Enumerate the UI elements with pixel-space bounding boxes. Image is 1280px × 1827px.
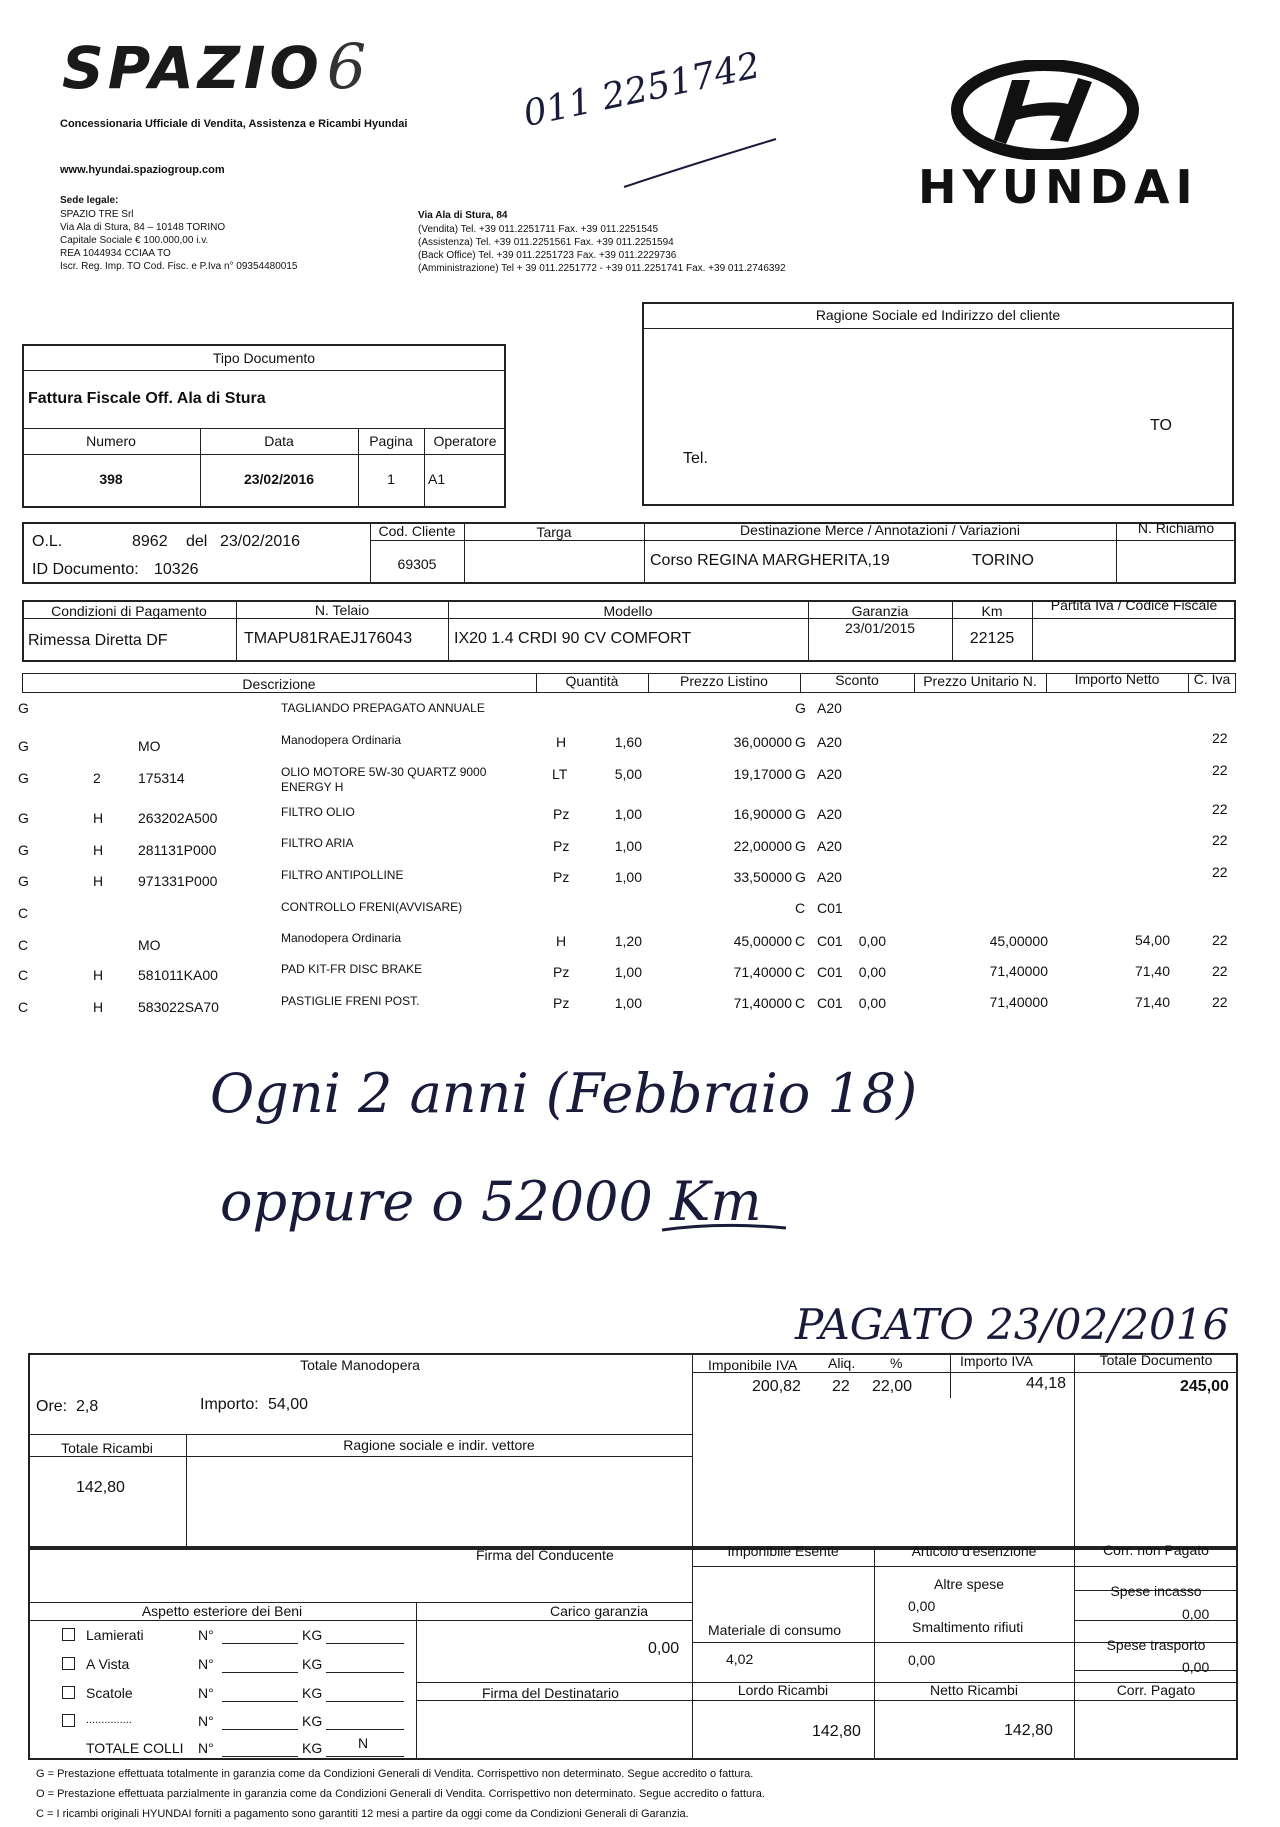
client-province: TO: [1150, 417, 1172, 434]
contact-line: (Back Office) Tel. +39 011.2251723 Fax. +39 011.2229736: [418, 250, 677, 261]
line-qty: 1,60: [614, 734, 642, 750]
dealer-legal-block: [60, 208, 297, 273]
hyundai-brand: HYUNDAI: [918, 160, 1199, 214]
line-desc: Manodopera Ordinaria: [281, 733, 402, 747]
telaio-label: N. Telaio: [314, 602, 370, 618]
legal-line: REA 1044934 CCIAA TO: [60, 248, 171, 259]
line-code: MO: [138, 937, 161, 953]
doc-data-label: Data: [264, 433, 294, 449]
line-g: C: [795, 900, 806, 916]
line-flag: H: [93, 810, 104, 826]
destinazione-street: Corso REGINA MARGHERITA,19: [650, 552, 890, 569]
line-price: 16,90000: [733, 806, 792, 822]
totale-colli-n: N: [358, 1735, 369, 1751]
line-desc: PASTIGLIE FRENI POST.: [281, 994, 420, 1008]
line-g: G: [795, 766, 806, 782]
line-unit: 71,40000: [989, 963, 1048, 979]
dealer-logo-text: SPAZIO: [62, 34, 323, 102]
contact-line: (Amministrazione) Tel + 39 011.2251772 - +39 011.2251741 Fax. +39 011.2746392: [418, 263, 786, 274]
line-type: G: [18, 873, 29, 889]
line-um: Pz: [553, 869, 570, 885]
importo-label: Importo:: [200, 1396, 259, 1413]
dealer-contact-block: [418, 223, 786, 275]
line-price: 71,40000: [733, 995, 792, 1011]
dealer-logo: [62, 30, 366, 103]
carico: 0,00: [648, 1640, 680, 1657]
footnote-line: C = I ricambi originali HYUNDAI forniti a pagamento sono garantiti 12 mesi a partire da oggi come da Condizioni Generali di Garanzia.: [36, 1808, 689, 1820]
imponibile-label: Imponibile IVA: [708, 1357, 798, 1373]
line-um: Pz: [553, 995, 570, 1011]
col-prezzo-listino: Prezzo Listino: [680, 673, 768, 689]
line-desc: FILTRO ANTIPOLLINE: [281, 868, 404, 882]
line-desc: FILTRO ARIA: [281, 836, 354, 850]
line-net: 54,00: [1134, 932, 1170, 948]
lordo: 142,80: [812, 1723, 861, 1740]
line-desc: TAGLIANDO PREPAGATO ANNUALE: [281, 701, 485, 715]
manodopera-label: Totale Manodopera: [300, 1357, 420, 1373]
line-cod: A20: [817, 806, 842, 822]
cod-cliente-label: Cod. Cliente: [378, 523, 456, 539]
corr-pagato-label: Corr. Pagato: [1116, 1682, 1196, 1698]
contact-line: (Assistenza) Tel. +39 011.2251561 Fax. +39 011.2251594: [418, 237, 674, 248]
line-type: G: [18, 770, 29, 786]
ricambi: 142,80: [76, 1479, 125, 1496]
line-qty: 5,00: [614, 766, 642, 782]
totale-doc: 245,00: [1180, 1378, 1229, 1395]
goods-label: Lamierati: [86, 1627, 144, 1643]
line-type: C: [18, 905, 29, 921]
line-um: LT: [552, 766, 568, 782]
col-quantita: Quantità: [565, 673, 619, 689]
importo: 54,00: [268, 1396, 309, 1413]
line-price: 36,00000: [733, 734, 792, 750]
doc-numero: 398: [99, 471, 123, 487]
line-desc-2: ENERGY H: [281, 780, 344, 794]
line-flag: H: [93, 967, 104, 983]
importo-iva: 44,18: [1026, 1375, 1067, 1392]
materiale: 4,02: [726, 1651, 754, 1667]
line-g: C: [795, 995, 806, 1011]
line-desc: FILTRO OLIO: [281, 805, 355, 819]
materiale-label: Materiale di consumo: [708, 1622, 842, 1638]
line-type: G: [18, 842, 29, 858]
totale-doc-label: Totale Documento: [1099, 1352, 1213, 1368]
line-code: 581011KA00: [138, 967, 218, 983]
handwritten-underline: [620, 135, 780, 195]
line-cod: C01: [817, 900, 843, 916]
id-doc-value: 10326: [154, 561, 199, 578]
legal-line: Via Ala di Stura, 84 – 10148 TORINO: [60, 222, 226, 233]
ol-label: O.L.: [32, 533, 63, 550]
line-type: C: [18, 999, 29, 1015]
carico-label: Carico garanzia: [550, 1603, 649, 1619]
destinazione-city: TORINO: [972, 552, 1034, 569]
line-flag: H: [93, 873, 104, 889]
line-um: Pz: [553, 838, 570, 854]
line-g: G: [795, 869, 806, 885]
n-label: N°: [198, 1740, 214, 1756]
line-iva: 22: [1212, 932, 1228, 948]
id-doc-label: ID Documento:: [32, 561, 139, 578]
n-label: N°: [198, 1656, 214, 1672]
smaltimento: 0,00: [908, 1652, 936, 1668]
scatole-checkbox[interactable]: [62, 1686, 75, 1699]
spese-trasporto-label: Spese trasporto: [1106, 1637, 1206, 1653]
line-net: 71,40: [1134, 963, 1170, 979]
col-importo-netto: Importo Netto: [1074, 671, 1160, 687]
altre-spese-label: Altre spese: [934, 1576, 1005, 1592]
destinazione-label: Destinazione Merce / Annotazioni / Variazioni: [740, 522, 1020, 538]
smaltimento-label: Smaltimento rifiuti: [912, 1619, 1024, 1635]
netto: 142,80: [1004, 1722, 1053, 1739]
line-price: 22,00000: [733, 838, 792, 854]
totale-colli-label: TOTALE COLLI: [86, 1740, 184, 1756]
dealer-logo-number: 6: [326, 30, 367, 103]
n-label: N°: [198, 1713, 214, 1729]
targa-label: Targa: [536, 524, 572, 540]
line-unit: 45,00000: [989, 933, 1048, 949]
line-code: 263202A500: [138, 810, 218, 826]
col-sconto: Sconto: [835, 672, 879, 688]
km-label: Km: [981, 603, 1003, 619]
line-type: C: [18, 937, 29, 953]
client-tel-label: Tel.: [683, 450, 708, 467]
n-label: N°: [198, 1627, 214, 1643]
handwritten-phone: 011 2251742: [520, 44, 764, 136]
doc-pagina: 1: [387, 471, 395, 487]
pagamento: Rimessa Diretta DF: [28, 632, 168, 649]
doc-numero-label: Numero: [86, 433, 136, 449]
line-price: 45,00000: [733, 933, 792, 949]
ol-date: 23/02/2016: [220, 533, 301, 550]
a-vista-checkbox[interactable]: [62, 1657, 75, 1670]
telaio: TMAPU81RAEJ176043: [244, 630, 413, 647]
line-um: Pz: [553, 806, 570, 822]
line-net: 71,40: [1134, 994, 1170, 1010]
line-iva: 22: [1212, 762, 1228, 778]
imponibile-esente-label: Imponibile Esente: [727, 1543, 839, 1559]
line-g: C: [795, 933, 806, 949]
line-cod: A20: [817, 734, 842, 750]
line-type: G: [18, 738, 29, 754]
line-g: C: [795, 964, 806, 980]
line-iva: 22: [1212, 864, 1228, 880]
vettore-label: Ragione sociale e indir. vettore: [343, 1437, 535, 1453]
aliq: 22: [832, 1378, 850, 1395]
importo-iva-label: Importo IVA: [960, 1353, 1033, 1369]
line-price: 71,40000: [733, 964, 792, 980]
ol-number: 8962: [132, 533, 168, 550]
line-code: MO: [138, 738, 161, 754]
dealer-legal-title: Sede legale:: [60, 195, 119, 206]
dealer-address-title: Via Ala di Stura, 84: [418, 210, 508, 221]
col-c-iva: C. Iva: [1193, 671, 1231, 687]
line-price: 33,50000: [733, 869, 792, 885]
footnote-line: G = Prestazione effettuata totalmente in garanzia come da Condizioni Generali di Vendita. Corrispettivo non determinato. Segue accredito o fattura.: [36, 1768, 754, 1780]
dealer-tagline: Concessionaria Ufficiale di Vendita, Assistenza e Ricambi Hyundai: [60, 118, 408, 130]
doc-pagina-label: Pagina: [369, 433, 413, 449]
doc-type-label: Tipo Documento: [212, 350, 316, 366]
contact-line: (Vendita) Tel. +39 011.2251711 Fax. +39 011.2251545: [418, 224, 659, 235]
line-sconto: 0,00: [858, 995, 886, 1011]
line-cod: C01: [817, 933, 843, 949]
handwritten-note-2: oppure o 52000 Km: [220, 1170, 762, 1233]
legal-line: SPAZIO TRE Srl: [60, 209, 134, 220]
ore: 2,8: [76, 1398, 99, 1415]
footnotes: [36, 1764, 765, 1824]
ol-del: del: [186, 533, 208, 550]
ore-label: Ore:: [36, 1398, 68, 1415]
corr-non-pagato-label: Corr. non Pagato: [1103, 1542, 1209, 1558]
garanzia-label: Garanzia: [851, 603, 909, 619]
legal-line: Iscr. Reg. Imp. TO Cod. Fisc. e P.Iva n° 09354480015: [60, 261, 298, 272]
perc: 22,00: [872, 1378, 913, 1395]
line-flag: 2: [93, 770, 101, 786]
garanzia: 23/01/2015: [844, 620, 916, 636]
kg-label: KG: [302, 1713, 323, 1729]
doc-operatore: A1: [428, 471, 446, 487]
line-qty: 1,00: [614, 806, 642, 822]
line-cod: A20: [817, 838, 842, 854]
line-g: G: [795, 734, 806, 750]
modello-label: Modello: [603, 603, 653, 619]
line-um: H: [556, 933, 567, 949]
spese-trasporto: 0,00: [1182, 1659, 1210, 1675]
hyundai-logo-icon: [950, 60, 1140, 160]
line-cod: A20: [817, 700, 842, 716]
spese-incasso: 0,00: [1182, 1606, 1210, 1622]
col-descrizione: Descrizione: [242, 676, 316, 692]
col-prezzo-unitario: Prezzo Unitario N.: [923, 673, 1037, 689]
footnote-line: O = Prestazione effettuata parzialmente in garanzia come da Condizioni Generali di Vendita. Corrispettivo non determinato. Segue accredito o fattura.: [36, 1788, 765, 1800]
line-type: C: [18, 967, 29, 983]
perc-label: %: [890, 1355, 903, 1371]
line-sconto: 0,00: [858, 933, 886, 949]
dealer-website: www.hyundai.spaziogroup.com: [60, 164, 225, 176]
line-unit: 71,40000: [989, 994, 1048, 1010]
line-iva: 22: [1212, 994, 1228, 1010]
netto-label: Netto Ricambi: [930, 1682, 1018, 1698]
line-cod: A20: [817, 766, 842, 782]
lordo-label: Lordo Ricambi: [737, 1682, 829, 1698]
line-price: 19,17000: [733, 766, 792, 782]
line-code: 583022SA70: [138, 999, 219, 1015]
other-checkbox[interactable]: [62, 1714, 75, 1727]
line-code: 175314: [138, 770, 185, 786]
goods-label: ...............: [86, 1714, 132, 1726]
line-type: G: [18, 810, 29, 826]
cod-cliente: 69305: [397, 556, 437, 572]
firma-destinatario: Firma del Destinatario: [482, 1685, 619, 1701]
line-qty: 1,00: [614, 995, 642, 1011]
goods-label: Scatole: [86, 1685, 133, 1701]
line-iva: 22: [1212, 963, 1228, 979]
aliq-label: Aliq.: [828, 1355, 856, 1371]
modello: IX20 1.4 CRDI 90 CV COMFORT: [454, 630, 692, 647]
line-g: G: [795, 700, 806, 716]
line-desc: PAD KIT-FR DISC BRAKE: [281, 962, 423, 976]
doc-type-value: Fattura Fiscale Off. Ala di Stura: [28, 390, 266, 407]
kg-label: KG: [302, 1685, 323, 1701]
line-qty: 1,00: [614, 838, 642, 854]
line-desc: Manodopera Ordinaria: [281, 931, 402, 945]
firma-conducente: Firma del Conducente: [476, 1547, 614, 1563]
line-cod: A20: [817, 869, 842, 885]
doc-operatore-label: Operatore: [433, 433, 497, 449]
client-box: [642, 302, 1234, 506]
line-flag: H: [93, 999, 104, 1015]
goods-label: A Vista: [86, 1656, 130, 1672]
kg-label: KG: [302, 1740, 323, 1756]
line-desc: CONTROLLO FRENI(AVVISARE): [281, 900, 463, 914]
ricambi-label: Totale Ricambi: [61, 1440, 153, 1456]
km: 22125: [969, 630, 1015, 647]
line-qty: 1,00: [614, 964, 642, 980]
line-sconto: 0,00: [858, 964, 886, 980]
line-g: G: [795, 838, 806, 854]
line-qty: 1,20: [614, 933, 642, 949]
line-um: H: [556, 734, 567, 750]
handwritten-note-1: Ogni 2 anni (Febbraio 18): [210, 1062, 918, 1125]
line-iva: 22: [1212, 832, 1228, 848]
handwritten-km-underline: [660, 1218, 790, 1238]
kg-label: KG: [302, 1656, 323, 1672]
line-code: 281131P000: [138, 842, 217, 858]
aspetto-label: Aspetto esteriore dei Beni: [141, 1603, 303, 1619]
client-header: Ragione Sociale ed Indirizzo del cliente: [815, 307, 1061, 323]
handwritten-paid-stamp: PAGATO 23/02/2016: [795, 1300, 1230, 1349]
legal-line: Capitale Sociale € 100.000,00 i.v.: [60, 235, 209, 246]
line-qty: 1,00: [614, 869, 642, 885]
line-cod: C01: [817, 964, 843, 980]
piva-label: Partita Iva / Codice Fiscale: [1050, 597, 1218, 613]
line-cod: C01: [817, 995, 843, 1011]
line-desc: OLIO MOTORE 5W-30 QUARTZ 9000: [281, 765, 487, 779]
line-g: G: [795, 806, 806, 822]
line-iva: 22: [1212, 730, 1228, 746]
line-type: G: [18, 700, 29, 716]
articolo-esenzione-label: Articolo d'esenzione: [911, 1543, 1037, 1559]
kg-label: KG: [302, 1627, 323, 1643]
pagamento-label: Condizioni di Pagamento: [51, 603, 207, 619]
spese-incasso-label: Spese incasso: [1110, 1583, 1202, 1599]
line-code: 971331P000: [138, 873, 218, 889]
richiamo-label: N. Richiamo: [1137, 520, 1215, 536]
line-iva: 22: [1212, 801, 1228, 817]
n-label: N°: [198, 1685, 214, 1701]
line-flag: H: [93, 842, 104, 858]
lamierati-checkbox[interactable]: [62, 1628, 75, 1641]
altre-spese: 0,00: [908, 1598, 936, 1614]
imponibile: 200,82: [752, 1378, 801, 1395]
doc-data: 23/02/2016: [243, 471, 315, 487]
line-um: Pz: [553, 964, 570, 980]
